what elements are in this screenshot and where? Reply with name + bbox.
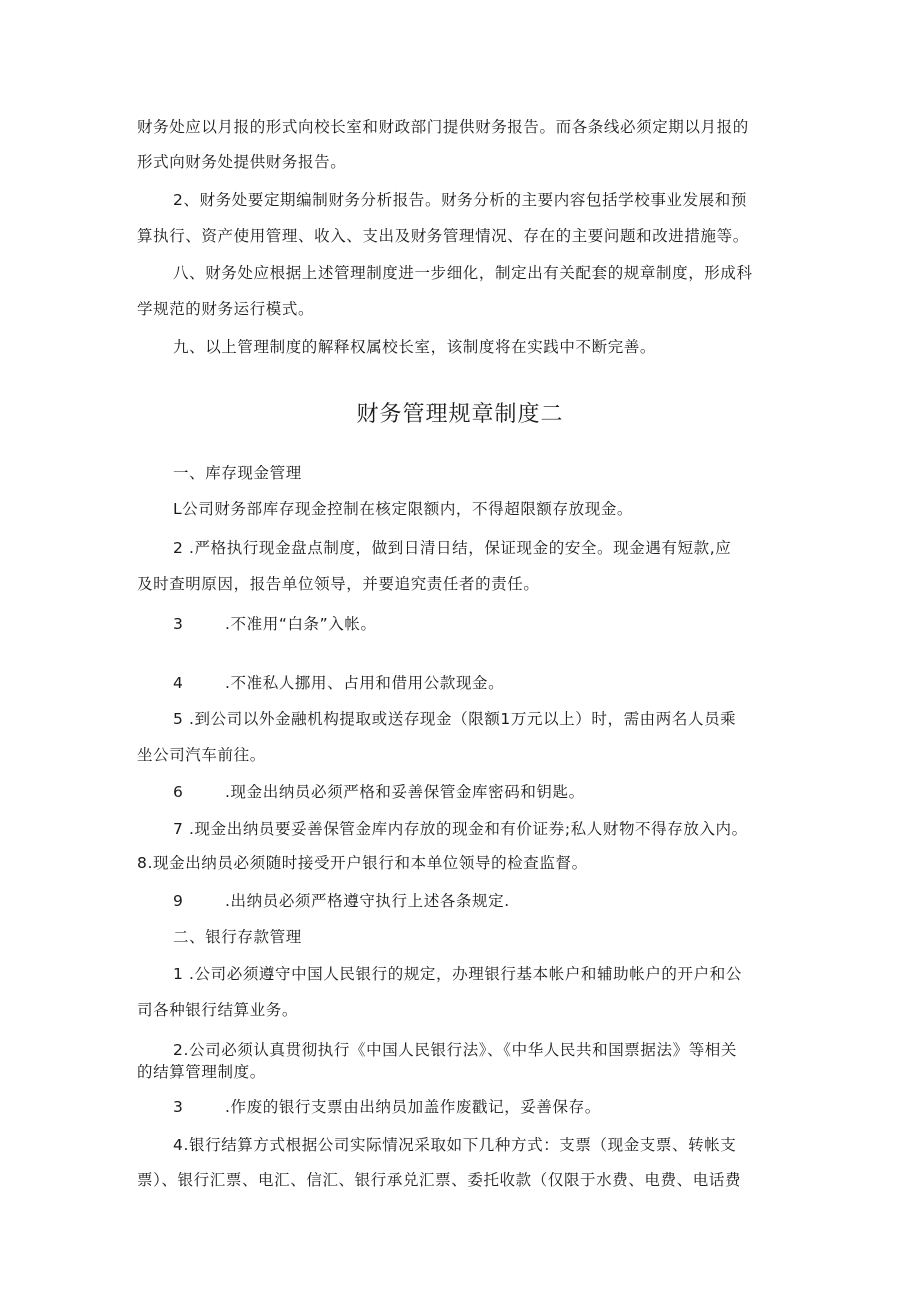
text-line: 财务处应以月报的形式向校长室和财政部门提供财务报告。而各条线必须定期以月报的 [137, 118, 749, 136]
item-number: 4 [173, 674, 184, 692]
text-line: 票）、银行汇票、电汇、信汇、银行承兑汇票、委托收款（仅限于水费、电费、电话费 [137, 1171, 742, 1189]
text-line: 学规范的财务运行模式。 [137, 300, 315, 318]
list-item [173, 782, 585, 802]
text-line: 8.现金出纳员必须随时接受开户银行和本单位领导的检查监督。 [137, 854, 588, 872]
section-heading: 二、银行存款管理 [173, 928, 302, 946]
item-text: .出纳员必须严格遵守执行上述各条规定. [225, 892, 510, 910]
text-line: 算执行、资产使用管理、收入、支出及财务管理情况、存在的主要问题和改进措施等。 [137, 227, 749, 245]
text-line: 司各种银行结算业务。 [137, 1001, 299, 1019]
item-number: 9 [173, 892, 184, 910]
text-line: L公司财务部库存现金控制在核定限额内，不得超限额存放现金。 [173, 500, 634, 518]
text-line: 坐公司汽车前往。 [137, 746, 266, 764]
item-text: .作废的银行支票由出纳员加盖作废戳记，妥善保存。 [225, 1098, 601, 1116]
text-line: 及时查明原因，报告单位领导，并要追究责任者的责任。 [137, 575, 540, 593]
text-line: 2、财务处要定期编制财务分析报告。财务分析的主要内容包括学校事业发展和预 [173, 191, 747, 209]
item-number: 3 [173, 1098, 184, 1116]
text-line: 2 .严格执行现金盘点制度，做到日清日结，保证现金的安全。现金遇有短款,应 [173, 539, 732, 557]
item-number: 3 [173, 615, 184, 633]
text-line: 5 .到公司以外金融机构提取或送存现金（限额1万元以上）时，需由两名人员乘 [173, 710, 737, 728]
section-title: 财务管理规章制度二 [356, 402, 564, 427]
text-line: 的结算管理制度。 [137, 1063, 266, 1081]
list-item [173, 614, 377, 634]
item-text: .不准私人挪用、占用和借用公款现金。 [225, 674, 505, 692]
text-line: 形式向财务处提供财务报告。 [137, 153, 347, 171]
text-line: 九、以上管理制度的解释权属校长室，该制度将在实践中不断完善。 [173, 338, 657, 356]
list-item [173, 673, 504, 693]
item-number: 6 [173, 783, 184, 801]
list-item [173, 891, 510, 911]
text-line: 7 .现金出纳员要妥善保管金库内存放的现金和有价证券;私人财物不得存放入内。 [173, 820, 748, 838]
text-line: 4.银行结算方式根据公司实际情况采取如下几种方式：支票（现金支票、转帐支 [173, 1136, 737, 1154]
text-line: 八、财务处应根据上述管理制度进一步细化，制定出有关配套的规章制度，形成科 [173, 264, 753, 282]
text-line: 2.公司必须认真贯彻执行《中国人民银行法》、《中华人民共和国票据法》等相关 [173, 1041, 737, 1059]
text-line: 1 .公司必须遵守中国人民银行的规定，办理银行基本帐户和辅助帐户的开户和公 [173, 965, 742, 983]
list-item [173, 1097, 601, 1117]
item-text: .现金出纳员必须严格和妥善保管金库密码和钥匙。 [225, 783, 585, 801]
section-heading: 一、库存现金管理 [173, 464, 302, 482]
item-text: .不准用“白条”入帐。 [225, 615, 377, 633]
